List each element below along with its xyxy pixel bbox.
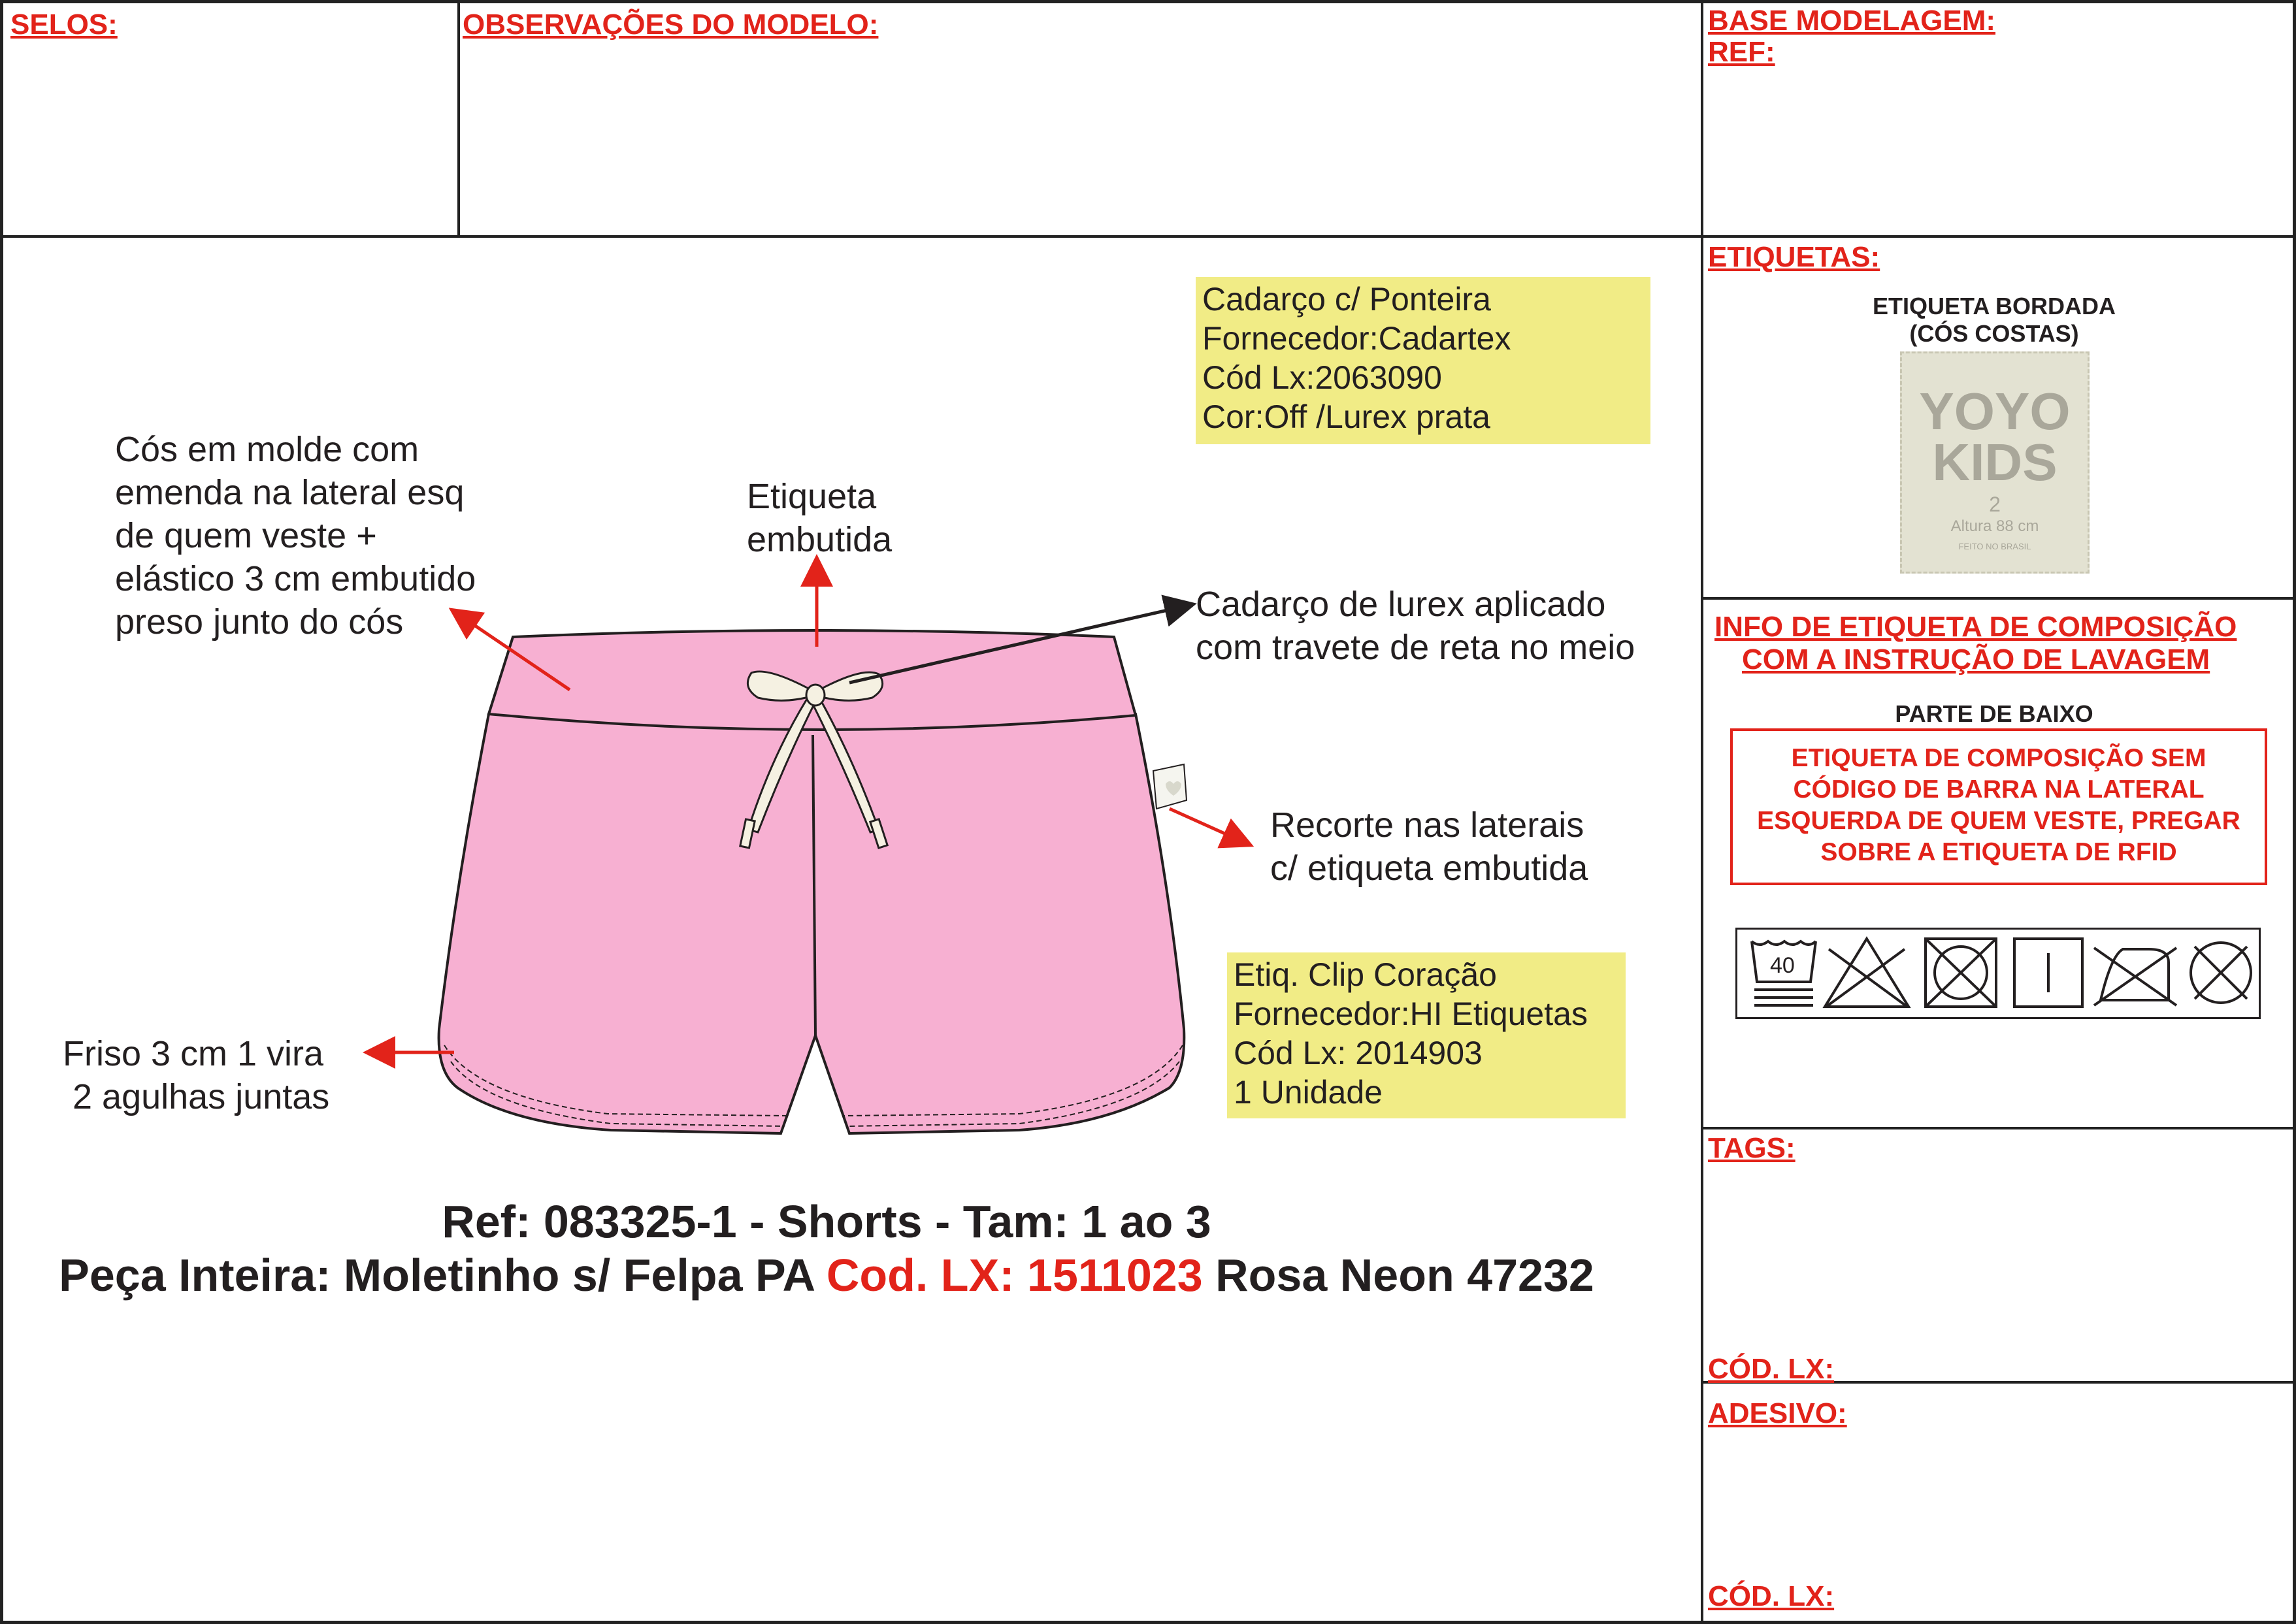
no-iron-icon xyxy=(2094,948,2176,1005)
clip-info-box: Etiq. Clip Coração Fornecedor:HI Etiquetas Cód Lx: 2014903 1 Unidade xyxy=(1227,952,1626,1118)
embroidered-label xyxy=(1900,351,2090,574)
note-etiqueta: Etiqueta embutida xyxy=(747,477,893,559)
wash-temp: 40 xyxy=(1770,953,1795,978)
info-composicao-header-2: COM A INSTRUÇÃO DE LAVAGEM xyxy=(1742,643,2210,675)
note-recorte: Recorte nas laterais c/ etiqueta embutida xyxy=(1270,805,1588,888)
base-modelagem-header: BASE MODELAGEM: xyxy=(1708,5,1995,37)
ref-header: REF: xyxy=(1708,36,1775,68)
label-title-2: (CÓS COSTAS) xyxy=(1909,320,2079,347)
fabric-code: Cod. LX: 1511023 xyxy=(826,1250,1203,1301)
care-symbols-box xyxy=(1735,928,2261,1019)
selos-header: SELOS: xyxy=(10,8,118,41)
observacoes-header: OBSERVAÇÕES DO MODELO: xyxy=(463,8,879,41)
no-tumble-dry-icon xyxy=(1926,939,1996,1007)
label-brand-line1: YOYO xyxy=(1919,382,2071,440)
cod-lx-adesivo-header: CÓD. LX: xyxy=(1708,1580,1835,1612)
info-composicao-header-1: INFO DE ETIQUETA DE COMPOSIÇÃO xyxy=(1714,611,2237,643)
note-cadarco-lurex: Cadarço de lurex aplicado com travete de reta no meio xyxy=(1196,585,1635,667)
composition-warning-box: ETIQUETA DE COMPOSIÇÃO SEM CÓDIGO DE BARRA NA LATERAL ESQUERDA DE QUEM VESTE, PREGAR SOBRE A ETIQUETA DE RFID xyxy=(1730,728,2267,885)
label-height: Altura 88 cm xyxy=(1950,517,2039,535)
product-fabric-line xyxy=(0,1249,1653,1301)
fabric-suffix: Rosa Neon 47232 xyxy=(1202,1250,1594,1301)
label-title-1: ETIQUETA BORDADA xyxy=(1873,293,2116,319)
shorts-body xyxy=(439,714,1185,1133)
tags-header: TAGS: xyxy=(1708,1132,1796,1164)
label-size: 2 xyxy=(1989,493,2001,516)
composition-subtitle: PARTE DE BAIXO xyxy=(1895,700,2093,727)
arrow-recorte xyxy=(1170,809,1248,844)
label-made-in: FEITO NO BRASIL xyxy=(1958,542,2031,551)
etiquetas-header: ETIQUETAS: xyxy=(1708,241,1880,273)
label-brand-line2: KIDS xyxy=(1932,433,2058,491)
note-cos: Cós em molde com emenda na lateral esq de quem veste + elástico 3 cm embutido preso junto do cós xyxy=(115,430,476,641)
fabric-prefix: Peça Inteira: Moletinho s/ Felpa PA xyxy=(59,1250,827,1301)
note-friso: Friso 3 cm 1 vira 2 agulhas juntas xyxy=(63,1034,330,1116)
no-bleach-icon xyxy=(1825,939,1909,1007)
product-ref-line: Ref: 083325-1 - Shorts - Tam: 1 ao 3 xyxy=(442,1196,1211,1247)
shorts-waistband xyxy=(489,630,1136,730)
line-dry-icon xyxy=(2014,939,2082,1007)
wash-40-icon xyxy=(1752,941,1816,1005)
adesivo-header: ADESIVO: xyxy=(1708,1397,1847,1429)
cadarco-info-box: Cadarço c/ Ponteira Fornecedor:Cadartex Cód Lx:2063090 Cor:Off /Lurex prata xyxy=(1196,277,1650,444)
cod-lx-tags-header: CÓD. LX: xyxy=(1708,1353,1835,1385)
no-dry-clean-icon xyxy=(2191,943,2251,1003)
